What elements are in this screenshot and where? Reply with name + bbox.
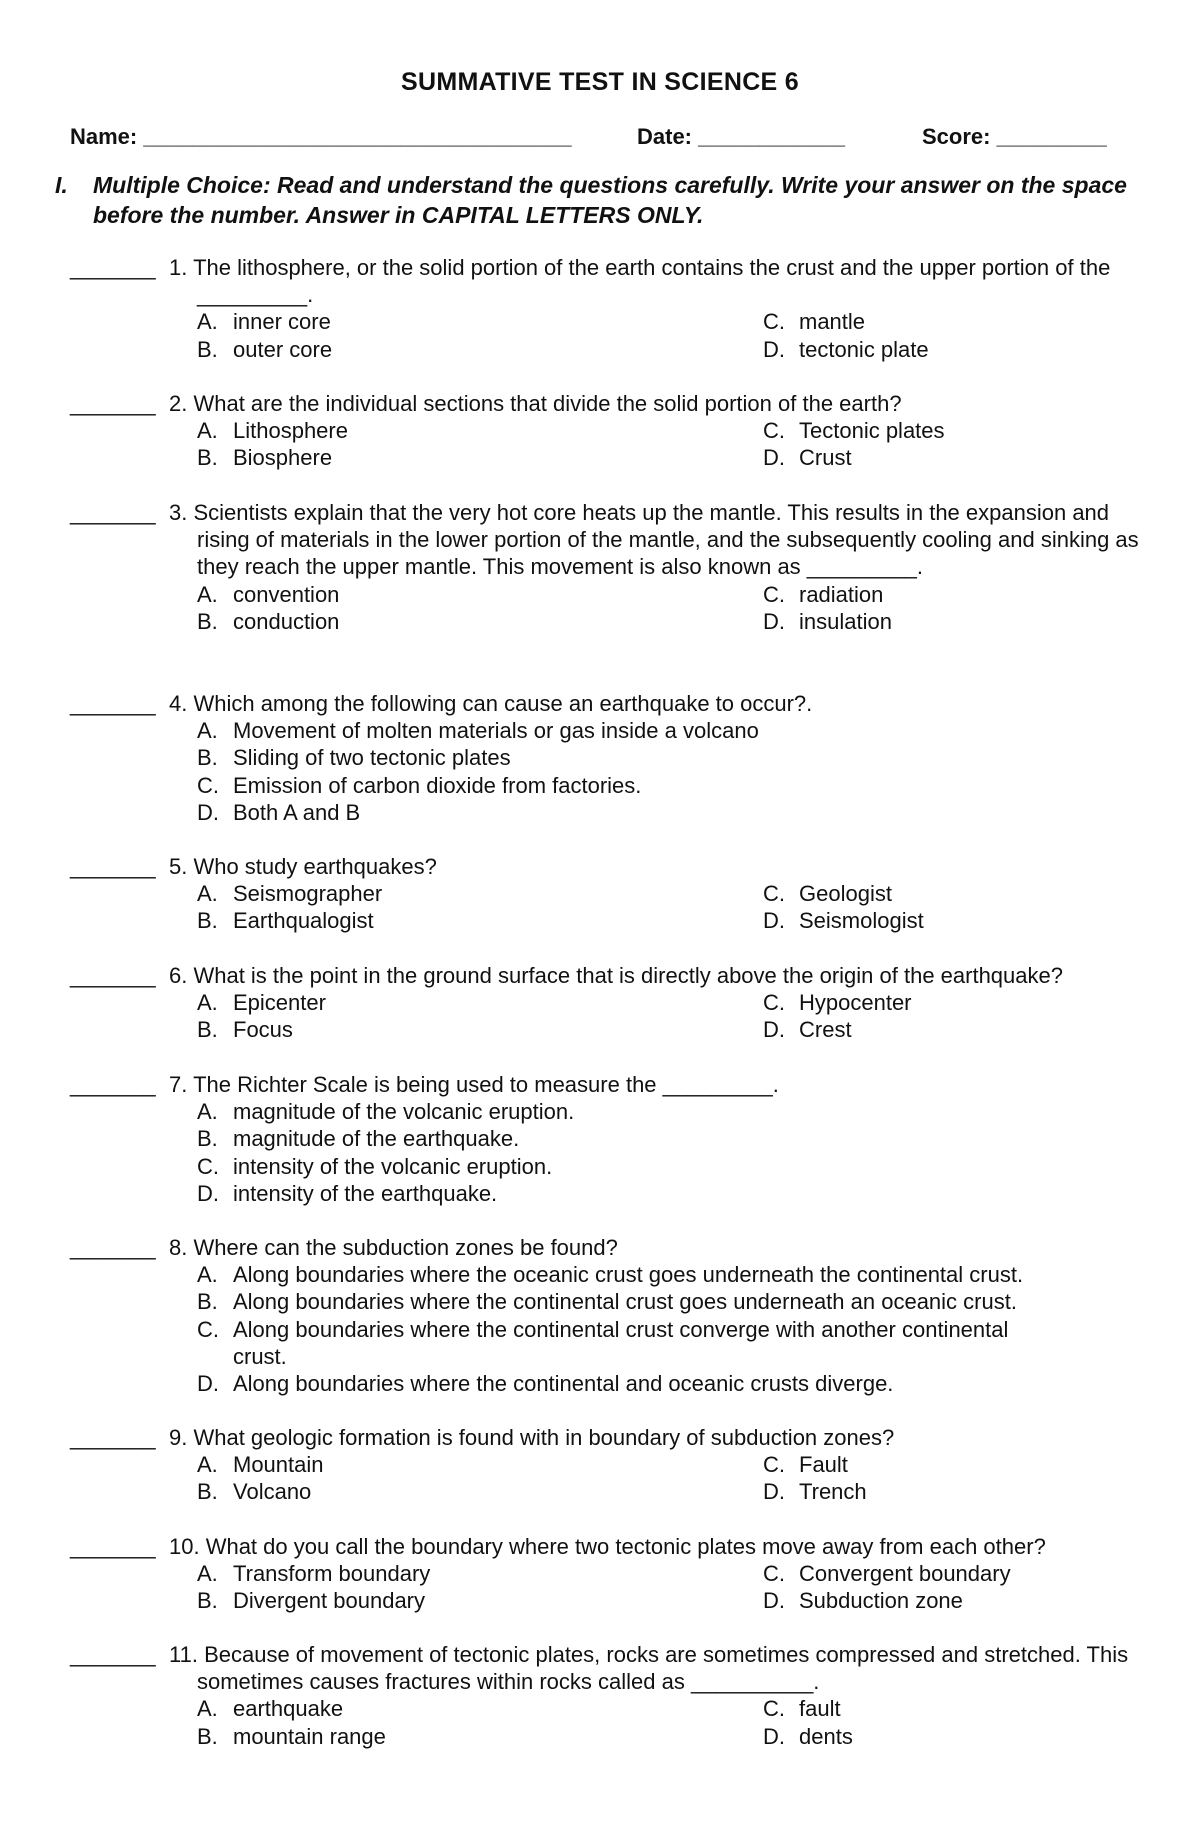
question-stem: 9. What geologic formation is found with in boundary of subduction zones?: [169, 1425, 895, 1450]
option-a: A. Lithosphere: [197, 418, 348, 444]
options: [197, 1261, 1150, 1397]
instructions-heading: Multiple Choice:: [93, 172, 271, 198]
options: [197, 581, 1150, 635]
question-stem: 8. Where can the subduction zones be found?: [169, 1235, 618, 1260]
name-field[interactable]: Name: ___________________________________: [70, 124, 572, 149]
option-d: D. Crust: [763, 445, 852, 471]
question-9: [70, 1424, 1150, 1506]
option-b: B. Earthqualogist: [197, 908, 374, 934]
option-a: A. Seismographer: [197, 881, 383, 907]
options: [197, 1560, 1150, 1614]
question-6: [70, 962, 1150, 1044]
option-a: A. earthquake: [197, 1696, 344, 1722]
option-b: B. Divergent boundary: [197, 1588, 426, 1614]
options: [197, 417, 1150, 471]
answer-blank[interactable]: _______: [70, 255, 156, 280]
question-8: [70, 1234, 1150, 1397]
answer-blank[interactable]: _______: [70, 963, 156, 988]
question-1: [70, 254, 1150, 363]
question-7: [70, 1071, 1150, 1207]
answer-blank[interactable]: _______: [70, 1072, 156, 1097]
options: [197, 1451, 1150, 1505]
question-stem: 11. Because of movement of tectonic plates, rocks are sometimes compressed and stretched. This sometimes causes fractures within rocks called as __________.: [169, 1642, 1129, 1695]
answer-blank[interactable]: _______: [70, 691, 156, 716]
option-c: C. Convergent boundary: [763, 1561, 1011, 1587]
option-c: C. Along boundaries where the continental crust converge with another continental crust.: [197, 1316, 1009, 1369]
option-b: B. Volcano: [197, 1479, 312, 1505]
answer-blank[interactable]: _______: [70, 1425, 156, 1450]
option-d: D. Along boundaries where the continental and oceanic crusts diverge.: [197, 1371, 894, 1397]
option-d: D. insulation: [763, 608, 892, 634]
option-c: C. mantle: [763, 309, 866, 335]
options: [197, 880, 1150, 934]
option-a: A. inner core: [197, 309, 331, 335]
question-10: [70, 1533, 1150, 1615]
options: [197, 1695, 1150, 1749]
page-title: SUMMATIVE TEST IN SCIENCE 6: [401, 68, 799, 96]
option-b: B. Sliding of two tectonic plates: [197, 745, 511, 771]
section-number: I.: [55, 172, 68, 198]
question-4: [70, 690, 1150, 826]
question-3: [70, 499, 1150, 635]
option-c: C. fault: [763, 1696, 841, 1722]
option-c: C. Fault: [763, 1452, 848, 1478]
answer-blank[interactable]: _______: [70, 1642, 156, 1667]
option-d: D. Both A and B: [197, 799, 361, 825]
options: [197, 308, 1150, 362]
option-a: A. convention: [197, 581, 340, 607]
answer-blank[interactable]: _______: [70, 854, 156, 879]
option-a: A. magnitude of the volcanic eruption.: [197, 1099, 575, 1125]
option-a: A. Along boundaries where the oceanic crust goes underneath the continental crust.: [197, 1262, 1024, 1288]
option-d: D. Crest: [763, 1017, 852, 1043]
option-b: B. Biosphere: [197, 445, 333, 471]
question-stem: 7. The Richter Scale is being used to measure the _________.: [169, 1072, 779, 1097]
question-stem: 4. Which among the following can cause an earthquake to occur?.: [169, 691, 813, 716]
question-stem: 2. What are the individual sections that divide the solid portion of the earth?: [169, 391, 902, 416]
question-stem: 1. The lithosphere, or the solid portion of the earth contains the crust and the upper portion of the _________.: [169, 255, 1111, 308]
option-b: B. mountain range: [197, 1723, 386, 1749]
answer-blank[interactable]: _______: [70, 1534, 156, 1559]
question-stem: 6. What is the point in the ground surface that is directly above the origin of the earthquake?: [169, 963, 1063, 988]
option-a: A. Epicenter: [197, 990, 326, 1016]
option-d: D. Trench: [763, 1479, 867, 1505]
question-5: [70, 853, 1150, 935]
options: [197, 1098, 1150, 1207]
option-c: C. intensity of the volcanic eruption.: [197, 1153, 553, 1179]
option-b: B. Focus: [197, 1017, 293, 1043]
option-b: B. outer core: [197, 336, 333, 362]
option-c: C. Hypocenter: [763, 990, 912, 1016]
option-b: B. magnitude of the earthquake.: [197, 1126, 520, 1152]
answer-blank[interactable]: _______: [70, 1235, 156, 1260]
instructions-caps: CAPITAL LETTERS ONLY.: [421, 202, 704, 228]
question-11: [70, 1641, 1150, 1750]
question-stem: 5. Who study earthquakes?: [169, 854, 437, 879]
score-field[interactable]: Score: _________: [922, 124, 1107, 149]
option-d: D. Seismologist: [763, 908, 924, 934]
option-b: B. conduction: [197, 608, 340, 634]
option-c: C. Tectonic plates: [763, 418, 945, 444]
option-d: D. tectonic plate: [763, 336, 929, 362]
question-stem: 10. What do you call the boundary where two tectonic plates move away from each other?: [169, 1534, 1046, 1559]
option-c: C. Geologist: [763, 881, 892, 907]
instructions-text: [93, 170, 1155, 230]
question-stem: 3. Scientists explain that the very hot core heats up the mantle. This results in the expansion and rising of materials in the lower portion of the mantle, and the subsequently cooling and sinking as they reach the upper mantle. This movement is also known as _________.: [169, 500, 1139, 580]
answer-blank[interactable]: _______: [70, 500, 156, 525]
instructions-body: Read and understand the questions carefully. Write your answer on the space before the number. Answer in: [93, 172, 1127, 228]
option-a: A. Mountain: [197, 1452, 324, 1478]
date-field[interactable]: Date: ____________: [637, 124, 845, 149]
option-d: D. dents: [763, 1723, 853, 1749]
option-a: A. Transform boundary: [197, 1561, 431, 1587]
options: [197, 717, 1150, 826]
option-d: D. intensity of the earthquake.: [197, 1180, 498, 1206]
option-b: B. Along boundaries where the continental crust goes underneath an oceanic crust.: [197, 1289, 1017, 1315]
option-c: C. radiation: [763, 581, 884, 607]
option-a: A. Movement of molten materials or gas inside a volcano: [197, 718, 759, 744]
options: [197, 989, 1150, 1043]
option-d: D. Subduction zone: [763, 1588, 963, 1614]
answer-blank[interactable]: _______: [70, 391, 156, 416]
option-c: C. Emission of carbon dioxide from factories.: [197, 772, 642, 798]
question-2: [70, 390, 1150, 472]
instructions: [55, 170, 1155, 230]
